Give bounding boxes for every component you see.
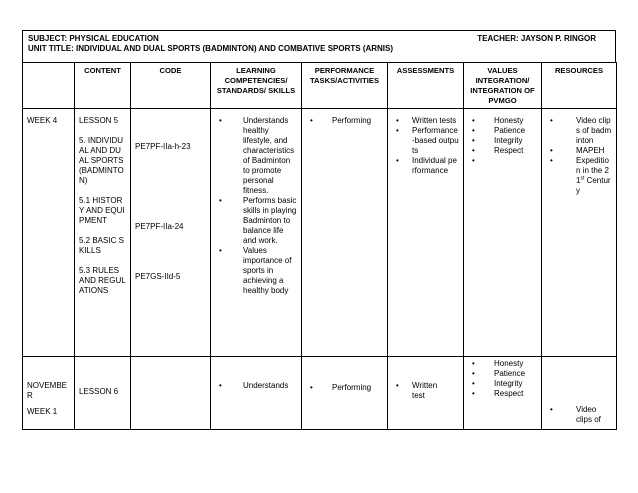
resource-item: • Video clips of badminton [546, 116, 612, 146]
resource-superscript: st [580, 175, 585, 182]
tasks-cell [302, 109, 388, 357]
content-cell [75, 109, 131, 357]
code-cell [131, 357, 211, 430]
unit-title: UNIT TITLE: INDIVIDUAL AND DUAL SPORTS (BADMINTON) AND COMBATIVE SPORTS (ARNIS) [28, 44, 394, 53]
col-header-competencies: LEARNING COMPETENCIES/ STANDARDS/ SKILLS [211, 63, 302, 109]
assessment-item: • Written tests [392, 116, 459, 126]
resource-text: Century [576, 176, 611, 195]
lesson-plan-page [22, 30, 616, 430]
lesson-label: LESSON 6 [79, 387, 119, 396]
value-item: • Honesty [468, 116, 537, 126]
value-item: • Integrity [468, 379, 537, 389]
resources-cell [542, 109, 617, 357]
content-item: 5. INDIVIDUAL AND DUAL SPORTS (BADMINTON) [79, 136, 124, 185]
resource-item [546, 156, 612, 196]
code-cell [131, 109, 211, 357]
assessments-cell [388, 109, 464, 357]
col-header-week [23, 63, 75, 109]
content-cell [75, 357, 131, 430]
values-cell [464, 357, 542, 430]
competency-item: • Understands [215, 381, 297, 391]
competency-item: • Performs basic skills in playing Badminton to balance life and work. [215, 196, 297, 246]
table-row [23, 357, 617, 430]
code-item: PE7GS-IId-5 [135, 272, 181, 281]
value-item: • Patience [468, 369, 537, 379]
resource-text: Expedition in the 21 [576, 156, 609, 185]
table-row [23, 109, 617, 357]
week-cell [23, 109, 75, 357]
code-item: PE7PF-IIa-h-23 [135, 142, 191, 151]
value-item: • Patience [468, 126, 537, 136]
content-item: 5.3 RULES AND REGULATIONS [79, 266, 126, 295]
code-item: PE7PF-IIa-24 [135, 222, 184, 231]
values-cell [464, 109, 542, 357]
value-item: • Integrity [468, 136, 537, 146]
value-item [468, 156, 537, 166]
resources-cell [542, 357, 617, 430]
table-header-row [23, 63, 617, 109]
tasks-cell [302, 357, 388, 430]
teacher-label: TEACHER: JAYSON P. RINGOR [477, 34, 596, 43]
value-item: • Respect [468, 389, 537, 399]
competencies-cell [211, 109, 302, 357]
assessments-cell [388, 357, 464, 430]
competency-item: • Values importance of sports in achieving a healthy body [215, 246, 297, 296]
resource-item: • MAPEH [546, 146, 612, 156]
document-header [22, 30, 616, 62]
content-item: 5.2 BASIC SKILLS [79, 236, 124, 255]
week-label: WEEK 1 [27, 407, 58, 416]
competencies-cell [211, 357, 302, 430]
competency-item: • Understands healthy lifestyle, and characteristics of Badminton to promote personal fitness. [215, 116, 297, 196]
task-item: • Performing [306, 116, 383, 126]
col-header-resources: RESOURCES [542, 63, 617, 109]
assessment-item: • Individual performance [392, 156, 459, 176]
value-item: • Honesty [468, 359, 537, 369]
col-header-assessments: ASSESSMENTS [388, 63, 464, 109]
week-cell [23, 357, 75, 430]
subject-label: SUBJECT: PHYSICAL EDUCATION [28, 34, 159, 43]
lesson-label: LESSON 5 [79, 116, 119, 125]
week-label: NOVEMBER [27, 381, 68, 400]
col-header-content: CONTENT [75, 63, 131, 109]
task-item: • Performing [306, 383, 383, 393]
curriculum-table [22, 62, 617, 430]
value-item: • Respect [468, 146, 537, 156]
col-header-values: VALUES INTEGRATION/ INTEGRATION OF PVMGO [464, 63, 542, 109]
assessment-item: • Performance-based outputs [392, 126, 459, 156]
assessment-item: • Written test [392, 381, 452, 401]
col-header-code: CODE [131, 63, 211, 109]
resource-item: • Video clips of [546, 405, 612, 425]
content-item: 5.1 HISTORY AND EQUIPMENT [79, 196, 125, 225]
week-label: WEEK 4 [27, 116, 58, 125]
col-header-tasks: PERFORMANCE TASKS/ACTIVITIES [302, 63, 388, 109]
